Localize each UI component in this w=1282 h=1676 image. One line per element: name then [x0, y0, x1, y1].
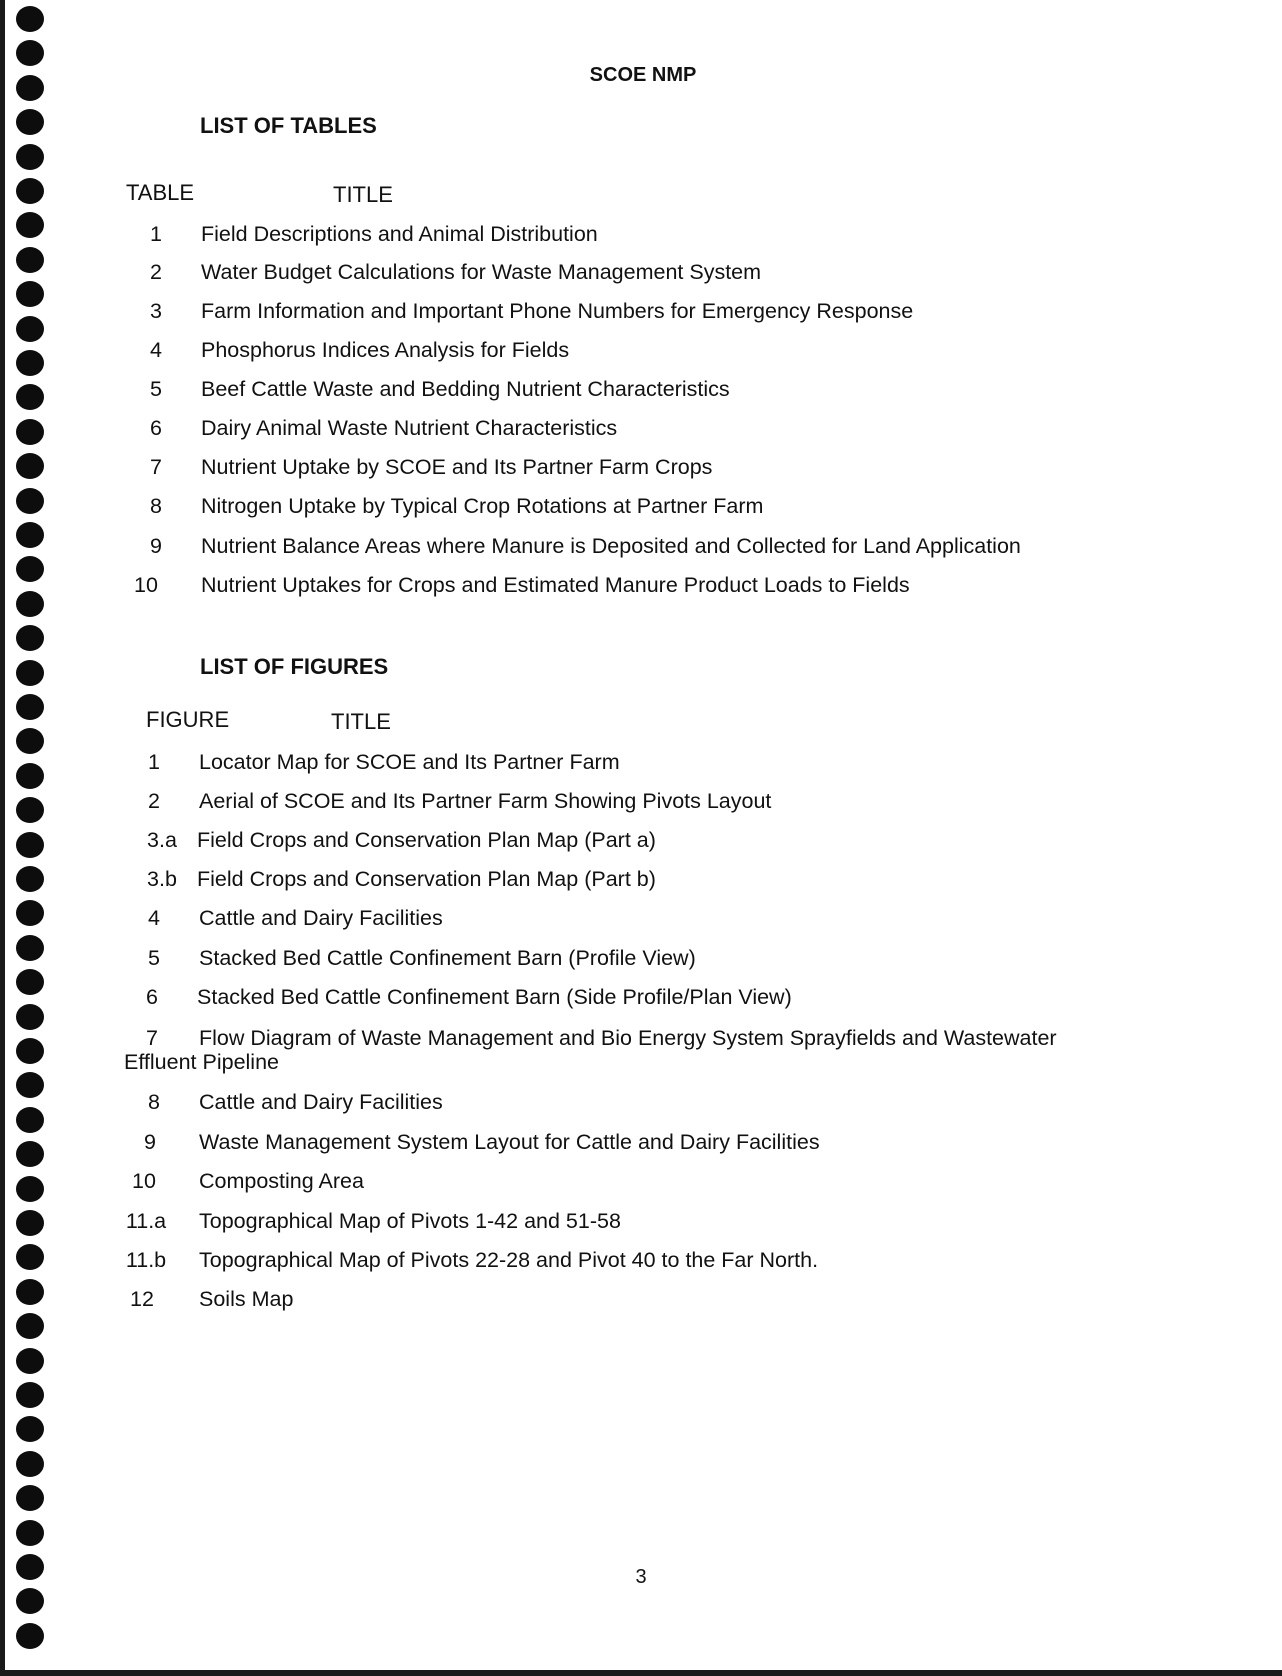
- figure-entry-number: 12: [130, 1287, 154, 1311]
- figure-entry-number: 2: [148, 789, 160, 813]
- figures-col-title-header: TITLE: [331, 709, 391, 734]
- figure-entry-title: Field Crops and Conservation Plan Map (Part a): [197, 828, 656, 852]
- figure-entry-number: 10: [132, 1169, 156, 1193]
- figure-entry-title: Aerial of SCOE and Its Partner Farm Showing Pivots Layout: [199, 789, 772, 813]
- table-entry-title: Nutrient Balance Areas where Manure is Deposited and Collected for Land Application: [201, 534, 1021, 558]
- document-header-text: SCOE NMP: [589, 64, 697, 86]
- table-entry-number: 4: [150, 338, 162, 362]
- binding-hole: [16, 40, 44, 66]
- figure-entry-1: [0, 750, 1282, 778]
- table-entry-5: [0, 377, 1282, 405]
- binding-hole: [16, 1451, 44, 1477]
- table-entry-title: Farm Information and Important Phone Numbers for Emergency Response: [201, 299, 914, 323]
- tables-col-number-header: TABLE: [126, 180, 195, 205]
- binding-hole: [16, 1623, 44, 1649]
- binding-hole: [16, 1485, 44, 1511]
- table-entry-6: [0, 416, 1282, 444]
- tables-col-title-header: TITLE: [333, 182, 393, 207]
- binding-hole: [16, 1348, 44, 1374]
- figure-entry-title: Flow Diagram of Waste Management and Bio Energy System Sprayfields and Wastewater: [199, 1026, 1057, 1050]
- table-entry-1: [0, 222, 1282, 250]
- table-entry-number: 6: [150, 416, 162, 440]
- table-entry-10: [0, 573, 1282, 601]
- binding-hole: [16, 660, 44, 686]
- figure-entry-number: 9: [144, 1130, 156, 1154]
- figure-entry-title: Composting Area: [199, 1169, 364, 1193]
- figure-entry-number: 3.b: [147, 867, 177, 891]
- figure-entry-4: [0, 906, 1282, 934]
- figure-entry-10: [0, 1169, 1282, 1197]
- table-entry-title: Water Budget Calculations for Waste Management System: [201, 260, 762, 284]
- figure-entry-title: Waste Management System Layout for Cattle and Dairy Facilities: [199, 1130, 820, 1154]
- table-entry-7: [0, 455, 1282, 483]
- binding-hole: [16, 1520, 44, 1546]
- figure-entry-11b: [0, 1248, 1282, 1276]
- figures-heading: LIST OF FIGURES: [200, 654, 389, 679]
- binding-hole: [16, 625, 44, 651]
- figure-entry-number: 11.b: [125, 1248, 167, 1272]
- figure-entry-title: Cattle and Dairy Facilities: [199, 1090, 443, 1114]
- binding-hole: [16, 694, 44, 720]
- binding-hole: [16, 109, 44, 135]
- page-bottom-edge: [0, 1670, 1282, 1676]
- figure-entry-number: 7: [146, 1026, 158, 1050]
- binding-hole: [16, 1313, 44, 1339]
- table-entry-title: Nutrient Uptake by SCOE and Its Partner Farm Crops: [201, 455, 713, 479]
- figure-entry-11a: [0, 1209, 1282, 1237]
- binding-hole: [16, 1416, 44, 1442]
- table-entry-9: [0, 534, 1282, 562]
- figure-entry-number: 11.a: [125, 1209, 167, 1233]
- figure-entry-title: Topographical Map of Pivots 22-28 and Pivot 40 to the Far North.: [199, 1248, 819, 1272]
- figure-entry-title: Locator Map for SCOE and Its Partner Farm: [199, 750, 620, 774]
- table-entry-title: Nitrogen Uptake by Typical Crop Rotations at Partner Farm: [201, 494, 764, 518]
- table-entry-4: [0, 338, 1282, 366]
- table-entry-title: Phosphorus Indices Analysis for Fields: [201, 338, 570, 362]
- figure-entry-12: [0, 1287, 1282, 1315]
- figure-entry-number: 5: [148, 946, 160, 970]
- figure-entry-2: [0, 789, 1282, 817]
- table-entry-number: 5: [150, 377, 162, 401]
- binding-hole: [16, 178, 44, 204]
- binding-hole: [16, 1382, 44, 1408]
- table-entry-number: 8: [150, 494, 162, 518]
- figure-entry-number: 8: [148, 1090, 160, 1114]
- figure-entry-8: [0, 1090, 1282, 1118]
- figure-entry-number: 6: [146, 985, 158, 1009]
- figure-entry-title: Stacked Bed Cattle Confinement Barn (Profile View): [199, 946, 696, 970]
- table-entry-title: Beef Cattle Waste and Bedding Nutrient Characteristics: [201, 377, 730, 401]
- table-entry-title: Field Descriptions and Animal Distribution: [201, 222, 598, 246]
- document-header: [0, 64, 1282, 87]
- figure-entry-title: Field Crops and Conservation Plan Map (Part b): [197, 867, 656, 891]
- figure-entry-number: 3.a: [147, 828, 177, 852]
- figure-entry-title: Topographical Map of Pivots 1-42 and 51-58: [199, 1209, 621, 1233]
- table-entry-number: 9: [150, 534, 162, 558]
- table-entry-number: 7: [150, 455, 162, 479]
- figure-entry-number: 4: [148, 906, 160, 930]
- tables-heading: LIST OF TABLES: [200, 113, 377, 138]
- figure-entry-title: Stacked Bed Cattle Confinement Barn (Side Profile/Plan View): [197, 985, 792, 1009]
- figure-entry-number: 1: [148, 750, 160, 774]
- table-entry-3: [0, 299, 1282, 327]
- binding-hole: [16, 1038, 44, 1064]
- figure-entry-title-continued: Effluent Pipeline: [124, 1050, 279, 1074]
- figure-entry-5: [0, 946, 1282, 974]
- figure-entry-title: Cattle and Dairy Facilities: [199, 906, 443, 930]
- table-entry-number: 1: [150, 222, 162, 246]
- table-entry-8: [0, 494, 1282, 522]
- binding-hole: [16, 144, 44, 170]
- figure-entry-9: [0, 1130, 1282, 1158]
- table-entry-number: 10: [134, 573, 158, 597]
- binding-hole: [16, 6, 44, 32]
- figures-col-number-header: FIGURE: [146, 707, 230, 732]
- page-number: 3: [635, 1566, 647, 1588]
- table-entry-number: 3: [150, 299, 162, 323]
- figure-entry-6: [0, 985, 1282, 1013]
- table-entry-title: Dairy Animal Waste Nutrient Characteristics: [201, 416, 618, 440]
- figure-entry-title: Soils Map: [199, 1287, 294, 1311]
- table-entry-number: 2: [150, 260, 162, 284]
- table-entry-2: [0, 260, 1282, 288]
- figure-entry-3a: [0, 828, 1282, 856]
- binding-hole: [16, 1588, 44, 1614]
- table-entry-title: Nutrient Uptakes for Crops and Estimated Manure Product Loads to Fields: [201, 573, 910, 597]
- figure-entry-3b: [0, 867, 1282, 895]
